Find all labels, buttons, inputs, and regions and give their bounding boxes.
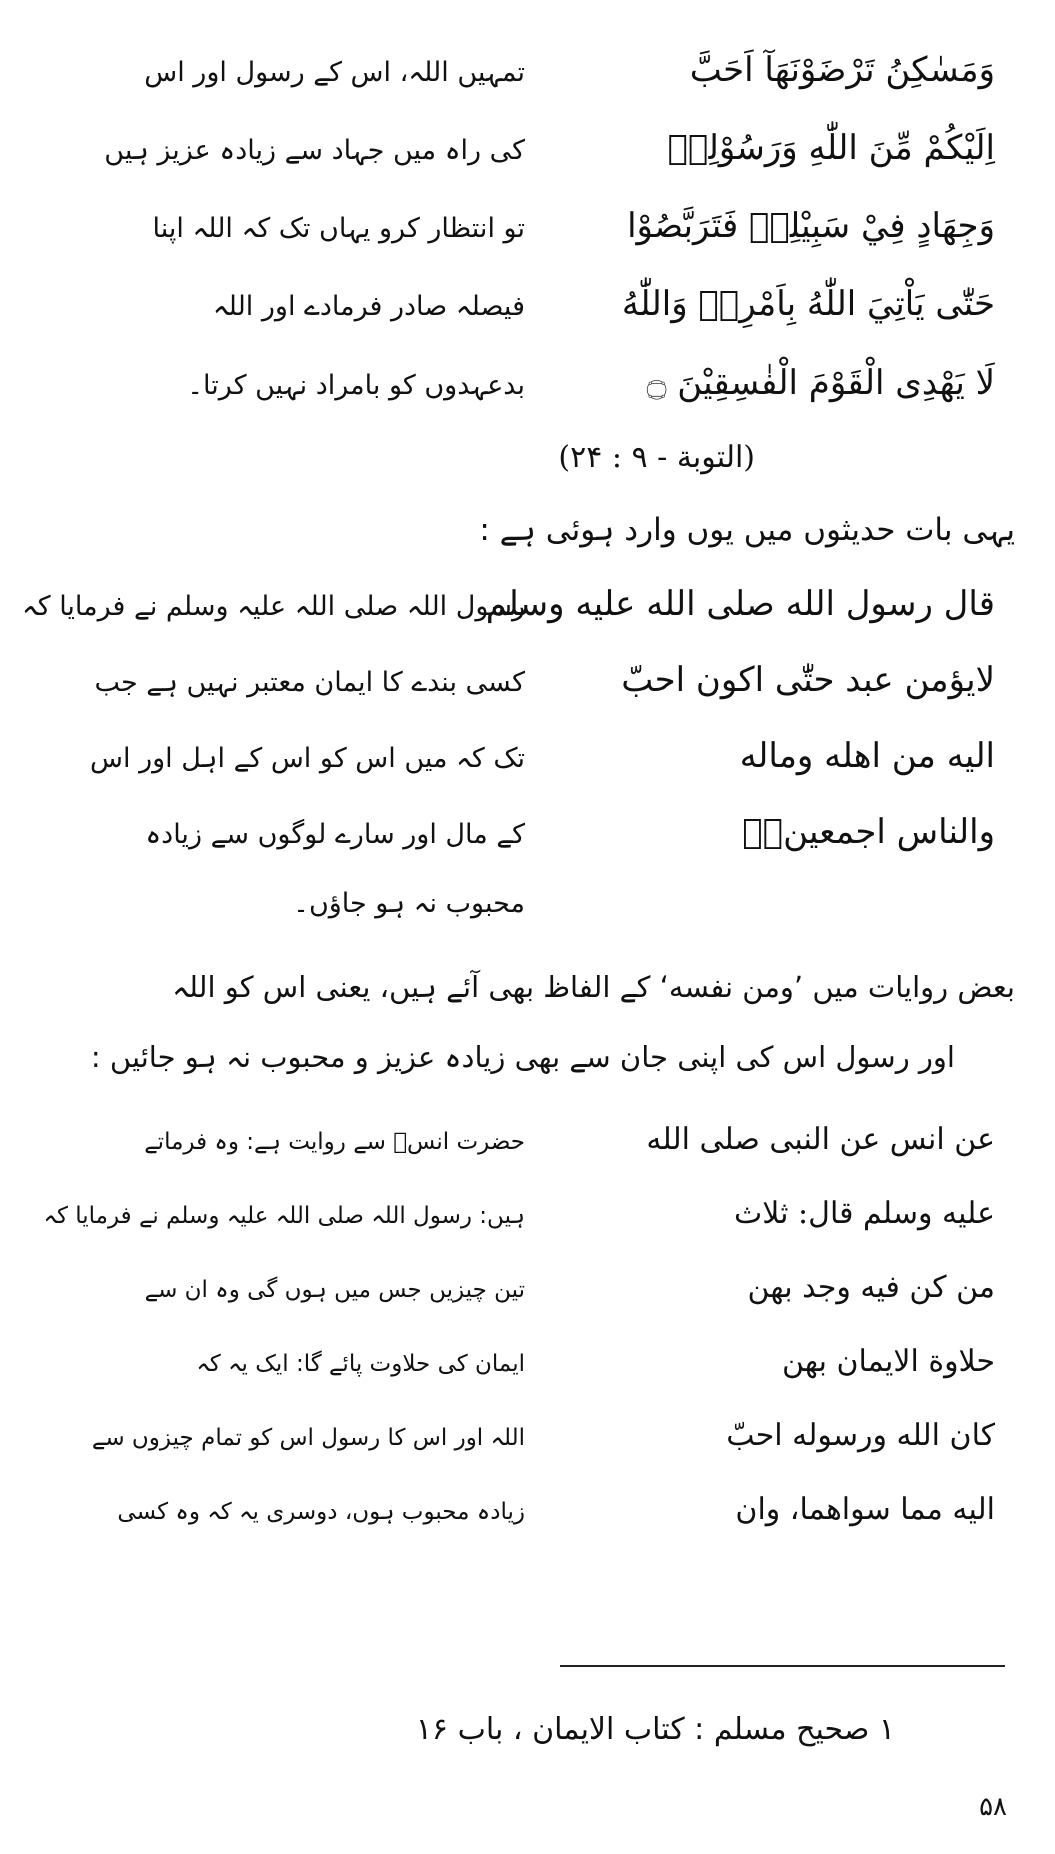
hadith-line: [40, 1344, 1015, 1379]
hadith-line: [40, 736, 1015, 776]
hadith-line: [40, 1270, 1015, 1305]
hadith-line: [40, 1196, 1015, 1231]
urdu-translation: تک کہ میں اس کو اس کے اہل اور اس: [90, 743, 525, 774]
verse-line: [40, 206, 1015, 246]
hadith-line: [40, 660, 1015, 700]
urdu-translation: ایمان کی حلاوت پائے گا: ایک یہ کہ: [196, 1351, 525, 1377]
urdu-translation: رسول اللہ صلی اللہ علیہ وسلم نے فرمایا کہ: [21, 591, 525, 622]
arabic-text: قال رسول الله صلی الله علیه وسلم: [485, 584, 995, 624]
urdu-translation: تین چیزیں جس میں ہوں گی وہ ان سے: [144, 1277, 525, 1303]
urdu-translation: زیادہ محبوب ہوں، دوسری یہ کہ وہ کسی: [117, 1499, 525, 1525]
arabic-text: حَتّٰى يَاْتِيَ اللّٰهُ بِاَمْرِهٖ وَاللّٰهُ: [621, 284, 995, 324]
arabic-text: لایؤمن عبد حتّٰی اکون احبّ: [621, 660, 995, 700]
page-number: ۵۸: [979, 1792, 1007, 1822]
urdu-translation: کے مال اور سارے لوگوں سے زیادہ: [145, 819, 525, 850]
arabic-text: اِلَيْكُمْ مِّنَ اللّٰهِ وَرَسُوْلِهٖ: [667, 128, 995, 168]
verse-line: [40, 362, 1015, 403]
urdu-translation: کی راہ میں جہاد سے زیادہ عزیز ہیں: [104, 135, 525, 166]
hadith-line: [21, 584, 1015, 624]
arabic-text: عن انس عن النبی صلی الله: [646, 1122, 995, 1157]
hadith-line: [40, 1122, 1015, 1157]
arabic-text: وَجِهَادٍ فِيْ سَبِيْلِهٖ فَتَرَبَّصُوْا: [627, 206, 995, 246]
verse-line: [40, 284, 1015, 324]
verse-reference: (التوبة - ۹ : ۲۴): [558, 440, 755, 475]
arabic-text: الیه من اهله وماله: [739, 736, 995, 776]
arabic-text: کان الله ورسوله احبّ: [726, 1418, 995, 1453]
urdu-translation: تو انتظار کرو یہاں تک کہ اللہ اپنا: [152, 213, 525, 244]
urdu-translation: حضرت انسؓ سے روایت ہے: وہ فرماتے: [144, 1129, 525, 1155]
arabic-text: لَا يَهْدِى الْقَوْمَ الْفٰسِقِيْنَ ۝: [646, 363, 995, 403]
intro-line: یہی بات حدیثوں میں یوں وارد ہوئی ہے :: [479, 512, 1015, 548]
hadith-line: [40, 812, 1015, 852]
arabic-text: الیه مما سواهما، وان: [735, 1492, 995, 1527]
paragraph-line: اور رسول اس کی اپنی جان سے بھی زیادہ عزیز و محبوب نہ ہو جائیں :: [90, 1040, 955, 1074]
verse-line: [40, 50, 1015, 90]
arabic-text: علیه وسلم قال: ثلاث: [734, 1196, 995, 1231]
urdu-translation: بدعہدوں کو بامراد نہیں کرتا۔: [187, 370, 525, 401]
hadith-line: [40, 888, 1015, 919]
arabic-text: حلاوة الایمان بهن: [781, 1344, 995, 1379]
footnote-divider: [560, 1665, 1005, 1667]
urdu-translation: تمہیں اللہ، اس کے رسول اور اس: [144, 57, 525, 88]
arabic-text: من کن فیه وجد بهن: [747, 1270, 995, 1305]
urdu-translation: اللہ اور اس کا رسول اس کو تمام چیزوں سے: [91, 1425, 525, 1451]
verse-line: [40, 128, 1015, 168]
hadith-line: [40, 1418, 1015, 1453]
arabic-text: والناس اجمعین۔ؑ: [742, 812, 995, 852]
footnote: ۱ صحیح مسلم : کتاب الایمان ، باب ۱۶: [415, 1712, 895, 1747]
urdu-translation: ہیں: رسول اللہ صلی اللہ علیہ وسلم نے فرمایا کہ: [43, 1203, 525, 1229]
paragraph-line: بعض روایات میں ’ومن نفسه‘ کے الفاظ بھی آئے ہیں، یعنی اس کو اللہ: [172, 970, 1015, 1004]
urdu-translation: محبوب نہ ہو جاؤں۔: [293, 888, 525, 919]
urdu-translation: فیصلہ صادر فرمادے اور اللہ: [212, 291, 525, 322]
arabic-text: وَمَسٰكِنُ تَرْضَوْنَهَآ اَحَبَّ: [689, 50, 995, 90]
hadith-line: [40, 1492, 1015, 1527]
urdu-translation: کسی بندے کا ایمان معتبر نہیں ہے جب: [94, 667, 525, 698]
